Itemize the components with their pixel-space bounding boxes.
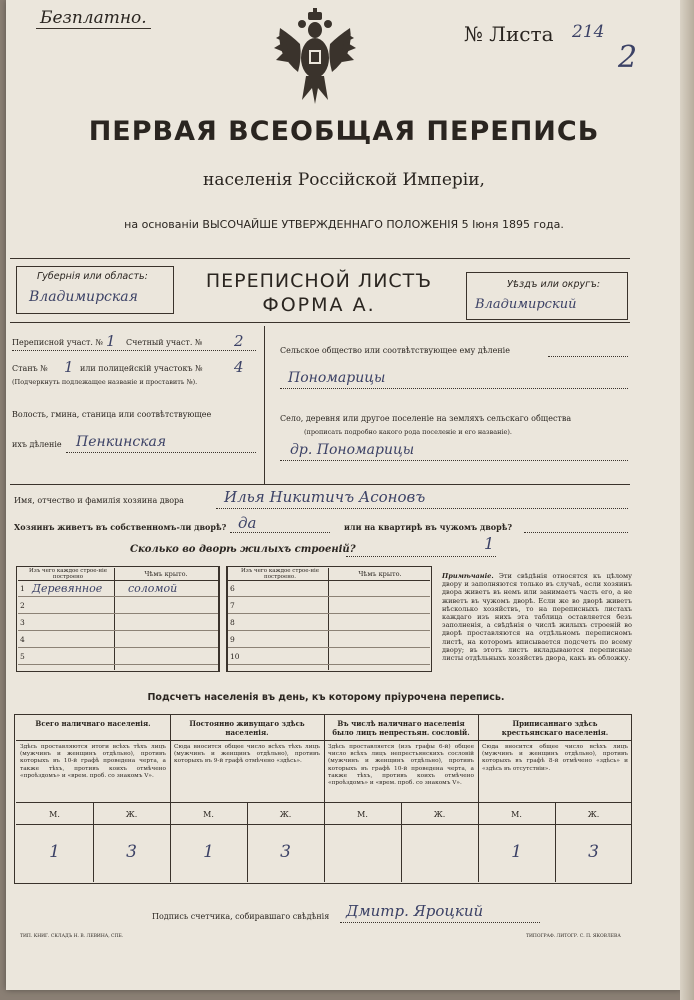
building-row-number: 1 xyxy=(20,584,25,593)
owner-line xyxy=(216,508,628,509)
stan-value: 1 xyxy=(64,358,74,376)
tally-col-desc: Здѣсь проставляется (изъ графы 6-й) общее число всѣхъ лицъ непрестьянскихъ сословій (мужчинъ и женщинъ отдѣльно), противъ которыхъ въ графѣ 10-й проведена черта, а также тѣхъ, противъ коихъ отмѣчено «проѣздомъ» и «врем. проб. со знакомъ V». xyxy=(328,744,474,787)
tally-mf-head-rule xyxy=(324,824,478,825)
sheet-number-label: № Листа xyxy=(464,22,554,46)
tally-col-title: Приписаннаго здѣсь крестьянскаго населенія. xyxy=(501,719,609,737)
tally-mf-head-rule xyxy=(170,824,324,825)
count-area-value: 2 xyxy=(234,332,244,350)
village-line xyxy=(280,460,628,461)
village-label: Село, деревня или другое поселеніе на земляхъ сельскаго общества xyxy=(280,414,572,423)
male-label: М. xyxy=(357,810,368,819)
female-count: 3 xyxy=(126,842,137,862)
female-label: Ж. xyxy=(433,810,446,819)
female-label: Ж. xyxy=(279,810,292,819)
own-yard-value: да xyxy=(238,514,257,532)
buildings-col-material: Изъ чего каждое строе-ніе построено xyxy=(28,568,108,580)
note-block xyxy=(442,572,632,662)
buildings-table-right xyxy=(226,566,432,672)
building-row-rule xyxy=(18,647,218,648)
building-row-rule xyxy=(228,664,430,665)
owner-label: Имя, отчество и фамилія хозяина двора xyxy=(14,496,184,505)
male-label: М. xyxy=(49,810,60,819)
building-row-number: 4 xyxy=(20,635,25,644)
district-value: Владимирский xyxy=(475,297,577,312)
building-row-rule xyxy=(18,630,218,631)
district-box xyxy=(466,272,628,320)
buildings-col-rule-2 xyxy=(328,568,329,670)
building-row-rule xyxy=(228,630,430,631)
census-area-line xyxy=(12,350,256,351)
village-value: др. Пономарицы xyxy=(290,442,415,458)
census-area-value: 1 xyxy=(106,332,116,350)
top-rule xyxy=(10,258,630,259)
tally-col-title: Всего наличнаго населенія. xyxy=(35,719,151,728)
buildings-col-roof: Чѣмъ крыто. xyxy=(144,570,188,578)
buildings-col-roof-2: Чѣмъ крыто. xyxy=(358,570,402,578)
count-area-label: Счетный участ. № xyxy=(126,338,203,347)
buildings-table-divider xyxy=(218,566,228,672)
building-row-number: 6 xyxy=(230,584,235,593)
form-title: ПЕРЕПИСНОЙ ЛИСТЪ xyxy=(205,270,433,292)
tally-col-title: Въ числѣ наличнаго населенія было лицъ непрестьян. сословій. xyxy=(332,719,470,737)
buildings-col-material-2: Изъ чего каждое строе-ніе построено. xyxy=(240,568,320,580)
tally-col-desc: Сюда вносится общее число всѣхъ лицъ (мужчинъ и женщинъ отдѣльно), противъ которыхъ въ графѣ 8-й отмѣчено «здѣсь» и «здѣсь въ отсутствіи». xyxy=(482,744,628,772)
own-yard-line xyxy=(230,532,330,533)
village-note: (прописать подробно какого рода поселеніе и его названіе). xyxy=(304,428,512,436)
tally-title-rule xyxy=(16,740,170,741)
building-row-number: 10 xyxy=(230,652,240,661)
police-value: 4 xyxy=(234,358,244,376)
tally-title-rule xyxy=(324,740,478,741)
building-row-rule xyxy=(18,596,218,597)
building-row-rule xyxy=(228,596,430,597)
buildings-label: Сколько во дворѣ жилыхъ строеній? xyxy=(130,544,356,555)
buildings-head-rule-2 xyxy=(228,580,430,581)
building-row-rule xyxy=(18,613,218,614)
buildings-line xyxy=(346,556,496,557)
building-material: Деревянное xyxy=(32,582,103,595)
printer-right: ТИПОГРАФ. ЛИТОГР. С. П. ЯКОВЛЕВА xyxy=(526,934,621,939)
section-divider xyxy=(264,326,265,484)
province-label: Губернія или область: xyxy=(37,271,148,282)
female-count: 3 xyxy=(588,842,599,862)
signature-label: Подпись счетчика, собиравшаго свѣдѣнія xyxy=(152,912,330,921)
buildings-col-rule-1 xyxy=(114,568,115,670)
page-subtitle: населенія Россійской Имперіи, xyxy=(203,170,485,190)
rented-label: или на квартирѣ въ чужомъ дворѣ? xyxy=(344,522,512,532)
paper-edge xyxy=(680,0,694,1000)
buildings-head-rule-1 xyxy=(18,580,218,581)
free-label: Безплатно. xyxy=(36,8,151,29)
note-lead: Примѣчаніе. xyxy=(442,572,494,580)
building-row-number: 5 xyxy=(20,652,25,661)
society-line xyxy=(280,388,628,389)
building-row-rule xyxy=(228,613,430,614)
stan-label: Станъ № xyxy=(12,364,48,373)
page-title: ПЕРВАЯ ВСЕОБЩАЯ ПЕРЕПИСЬ xyxy=(88,116,600,147)
province-value: Владимирская xyxy=(29,289,138,305)
female-label: Ж. xyxy=(587,810,600,819)
province-box xyxy=(16,266,174,314)
male-count: 1 xyxy=(203,842,214,862)
police-label: или полицейскій участокъ № xyxy=(80,364,203,373)
male-label: М. xyxy=(203,810,214,819)
census-form-sheet xyxy=(6,0,682,990)
volost-label: Волость, гмина, станица или соотвѣтствующее xyxy=(12,410,212,419)
imperial-eagle-icon xyxy=(272,8,358,108)
tally-heading: Подсчетъ населенія въ день, къ которому пріурочена перепись. xyxy=(147,692,505,703)
volost-label-2: ихъ дѣленіе xyxy=(12,440,62,449)
tally-title-rule xyxy=(478,740,632,741)
signature-value: Дмитр. Яроцкий xyxy=(346,902,484,920)
building-row-number: 9 xyxy=(230,635,235,644)
tally-col-desc: Здѣсь проставляются итоги всѣхъ тѣхъ лицъ (мужчинъ и женщинъ отдѣльно), противъ которыхъ въ 10-й графѣ проведена черта, а также тѣхъ, противъ коихъ отмѣчено «проѣздомъ» и «врем. проб. со знакомъ V». xyxy=(20,744,166,779)
building-row-rule xyxy=(18,664,218,665)
tally-mf-head-rule xyxy=(16,824,170,825)
section-rule xyxy=(10,322,630,323)
society-label-line xyxy=(548,356,628,357)
building-row-rule xyxy=(228,647,430,648)
rented-line xyxy=(524,532,628,533)
stan-note: (Подчеркнуть подлежащее названіе и проставить №). xyxy=(12,378,198,386)
own-yard-label: Хозяинъ живетъ въ собственномъ-ли дворѣ? xyxy=(14,522,227,532)
sheet-number-value: 214 xyxy=(572,22,605,42)
building-row-number: 8 xyxy=(230,618,235,627)
district-label: Уѣздъ или округъ: xyxy=(507,279,601,290)
society-value: Пономарицы xyxy=(288,370,386,386)
building-roof: соломой xyxy=(128,582,178,595)
female-label: Ж. xyxy=(125,810,138,819)
tally-col-desc: Сюда вносится общее число всѣхъ тѣхъ лицъ (мужчинъ и женщинъ отдѣльно), противъ которыхъ въ 9-й графѣ отмѣчено «здѣсь». xyxy=(174,744,320,765)
owner-value: Илья Никитичъ Асоновъ xyxy=(224,488,426,506)
society-label: Сельское общество или соотвѣтствующее ему дѣленіе xyxy=(280,346,510,355)
male-count: 1 xyxy=(511,842,522,862)
legal-basis: на основаніи ВЫСОЧАЙШЕ УТВЕРЖДЕННАГО ПОЛОЖЕНІЯ 5 Іюня 1895 года. xyxy=(124,218,564,231)
building-row-number: 3 xyxy=(20,618,25,627)
male-count: 1 xyxy=(49,842,60,862)
form-letter: ФОРМА А. xyxy=(262,294,376,316)
female-count: 3 xyxy=(280,842,291,862)
volost-line xyxy=(66,452,256,453)
building-row-number: 7 xyxy=(230,601,235,610)
tally-col-title: Постоянно живущаго здѣсь населенія. xyxy=(189,719,305,737)
building-row-number: 2 xyxy=(20,601,25,610)
census-area-label: Переписной участ. № xyxy=(12,338,104,347)
buildings-value: 1 xyxy=(484,534,495,553)
tally-title-rule xyxy=(170,740,324,741)
volost-value: Пенкинская xyxy=(76,434,167,450)
signature-line xyxy=(340,922,540,923)
male-label: М. xyxy=(511,810,522,819)
note-text: Эти свѣдѣнія относятся къ цѣлому двору и заполняются только въ случаѣ, если хозяинъ двора живетъ въ немъ или занимаетъ часть его, а не живетъ въ чужомъ дворѣ. Если же во дворѣ живетъ нѣсколько хозяйствъ, то на переписныхъ листахъ каждаго изъ нихъ эта таблица оставляется безъ заполненія, а свѣдѣнія о числѣ жилыхъ строеній во дворѣ проставляются на отдѣльномъ переписномъ листѣ, на которомъ вписывается подсчетъ по всему двору; въ этотъ листъ вкладываются переписные листы отдѣльныхъ хозяйствъ двора, какъ въ обложку. xyxy=(442,572,632,663)
tally-mf-head-rule xyxy=(478,824,632,825)
section-rule-2 xyxy=(10,484,630,485)
corner-mark: 2 xyxy=(618,40,638,75)
printer-left: ТИП. КНИГ. СКЛАДЪ Н. В. ЛЕВИНА, СПБ. xyxy=(20,934,124,939)
